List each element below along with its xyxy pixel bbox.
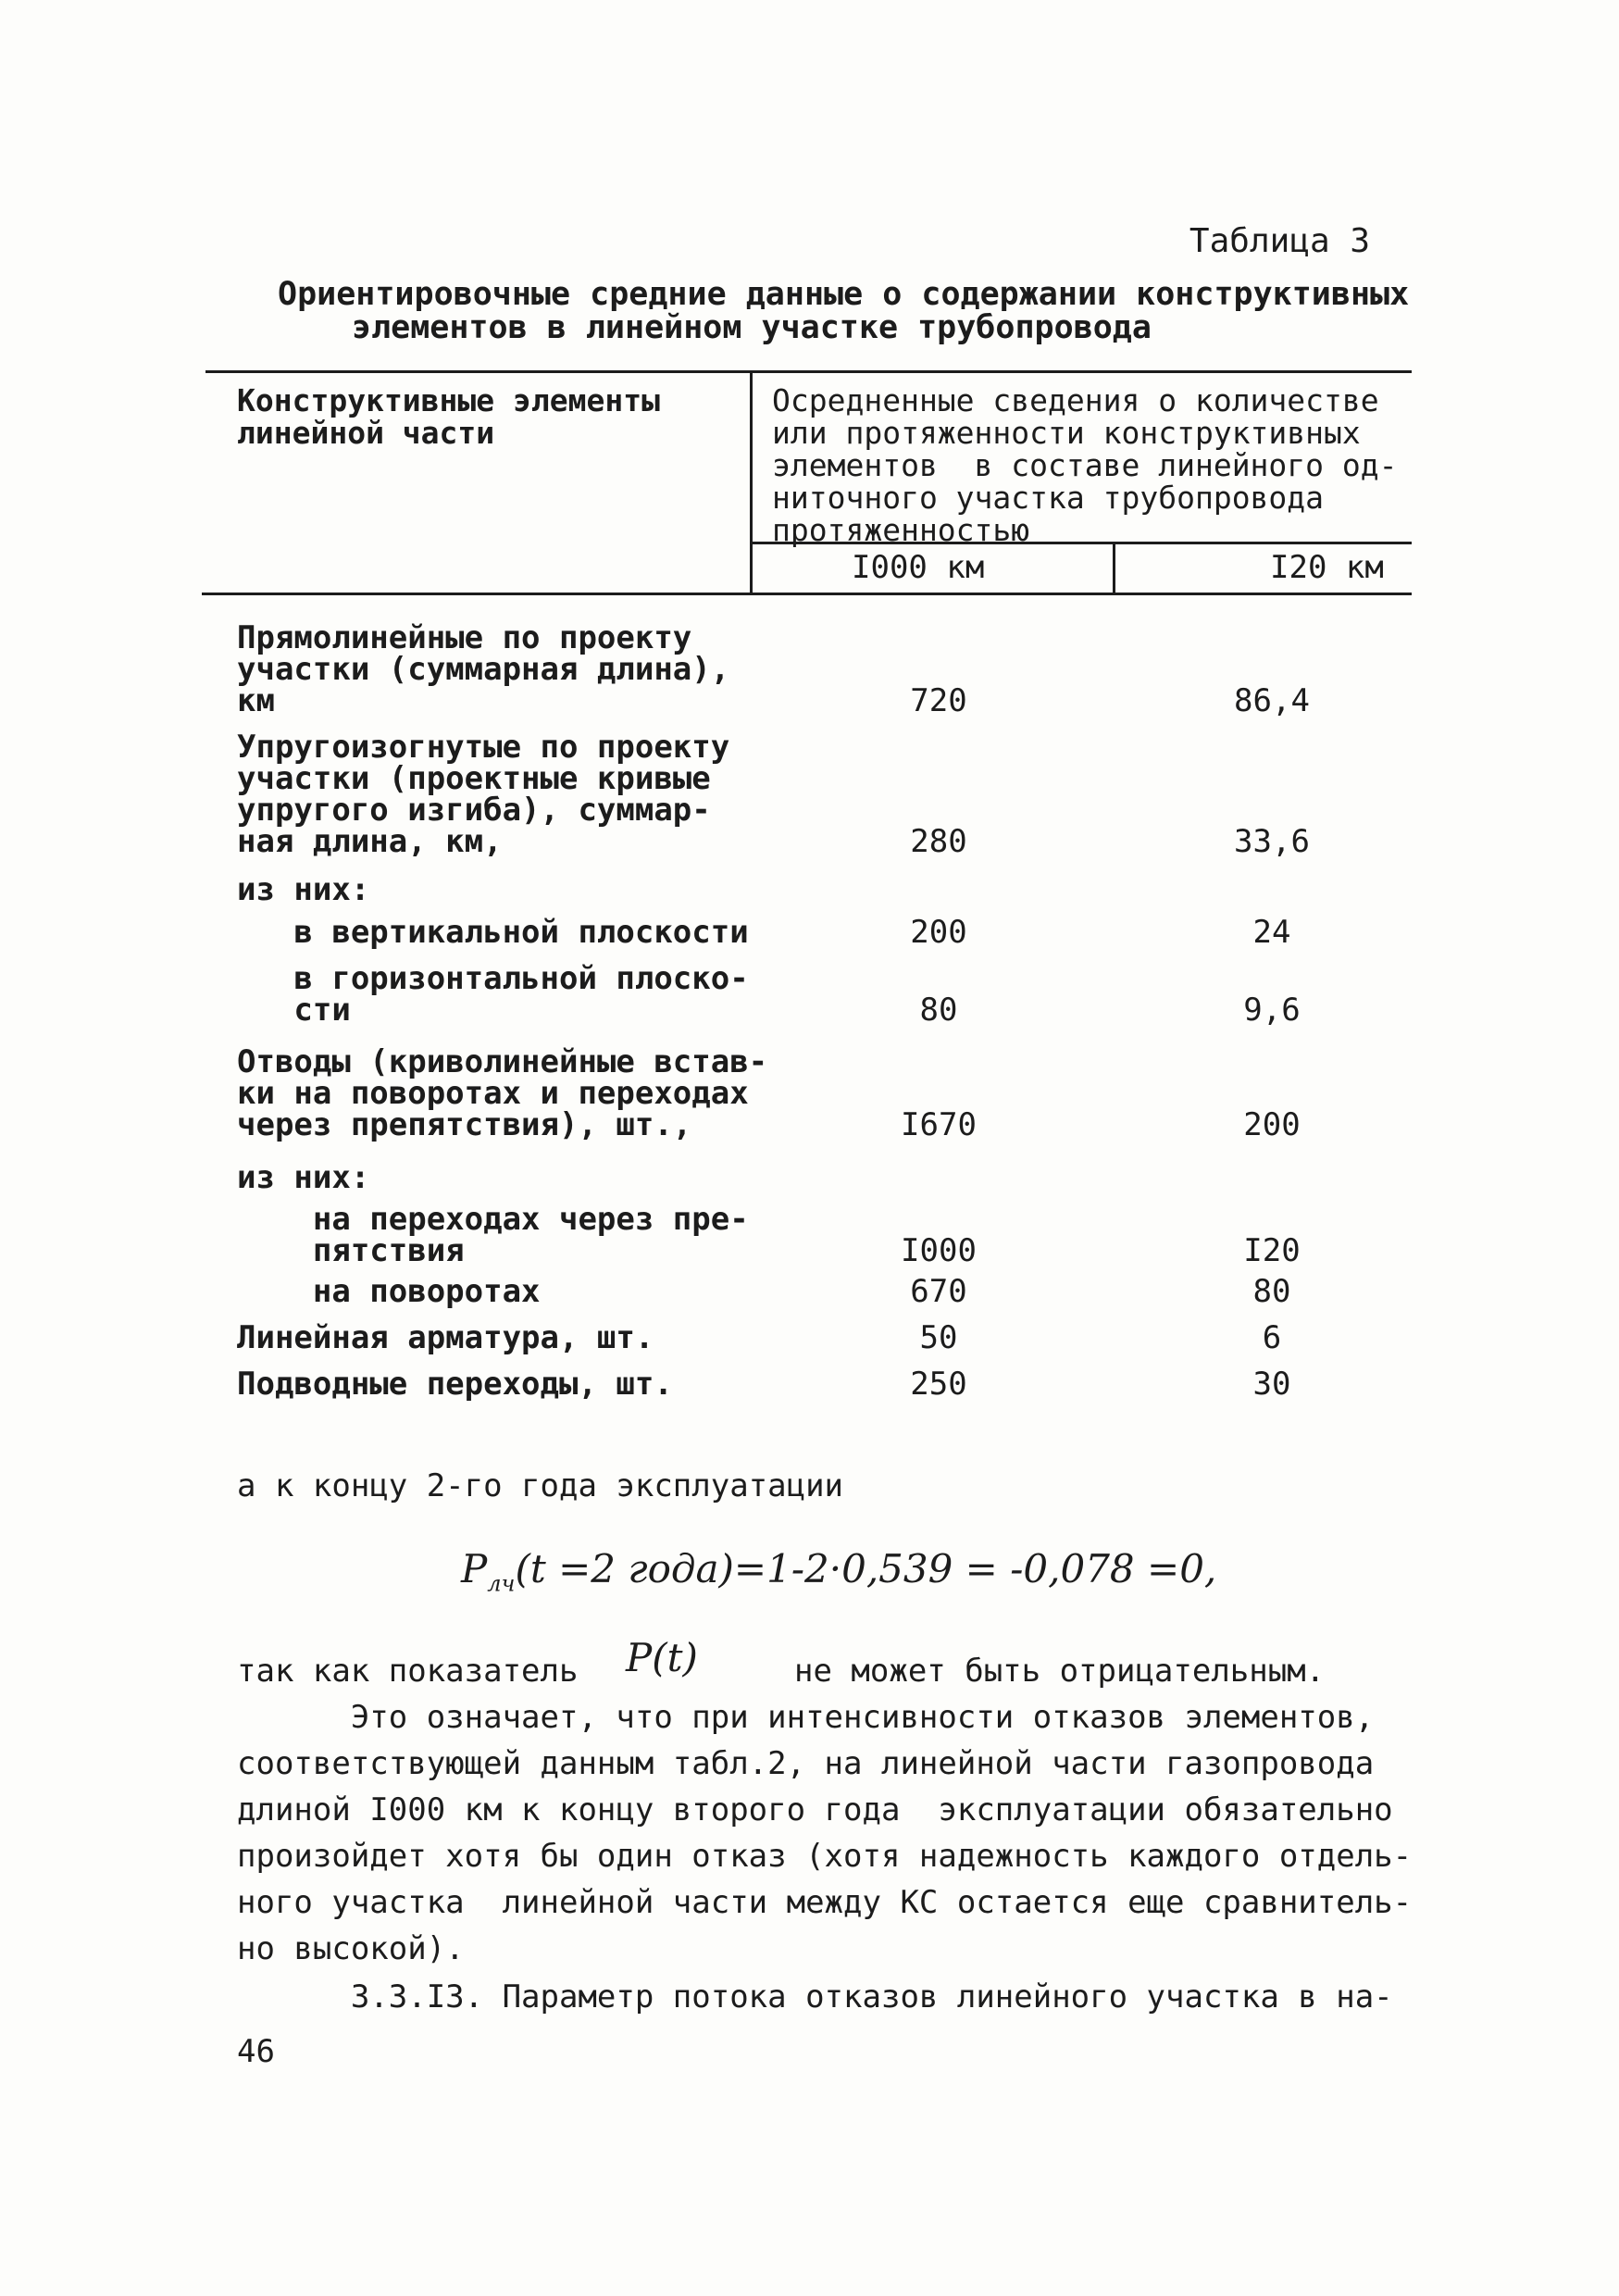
subheader-120km: I20 км — [1270, 549, 1384, 586]
row-label: Линейная арматура, шт. — [237, 1319, 654, 1356]
value-1000km: 720 — [910, 682, 967, 719]
row-label: Упругоизогнутые по проекту участки (проектные кривые упругого изгиба), суммар- ная длина, км, — [237, 729, 730, 860]
value-1000km: 670 — [910, 1273, 967, 1310]
value-120km: 24 — [1252, 914, 1291, 951]
table-caption: Таблица 3 — [1189, 222, 1370, 260]
value-120km: I20 — [1243, 1232, 1301, 1269]
value-1000km: 80 — [919, 992, 958, 1029]
value-1000km: 50 — [919, 1319, 958, 1356]
table-row — [237, 960, 1403, 1029]
value-1000km: 200 — [910, 914, 967, 951]
header-averaged-data: Осредненные сведения о количестве или протяженности конструктивных элементов в составе линейного од- ниточного участка трубопровода протяженностью — [772, 382, 1398, 548]
table-title — [278, 278, 1409, 344]
table-row — [237, 1043, 1403, 1143]
row-label: в вертикальной плоскости — [237, 914, 749, 951]
row-label: Отводы (криволинейные встав- ки на поворотах и переходах через препятствия), шт., — [237, 1043, 768, 1143]
value-1000km: I000 — [901, 1232, 977, 1269]
table-title-line1: Ориентировочные средние данные о содержании конструктивных — [278, 276, 1410, 313]
table-row — [237, 1319, 1403, 1356]
formula-rest: (t =2 года)=1-2·0,539 = -0,078 =0, — [515, 1546, 1217, 1591]
value-120km: 86,4 — [1234, 682, 1310, 719]
subheader-1000km: I000 км — [852, 549, 985, 586]
formula-subscript: лч — [487, 1570, 516, 1597]
row-label: из них: — [237, 1159, 370, 1196]
value-120km: 200 — [1243, 1106, 1301, 1143]
table-title-line2: элементов в линейном участке трубопровода — [352, 309, 1152, 346]
table-row — [237, 1159, 1403, 1196]
row-label: Прямолинейные по проекту участки (суммарная длина), км — [237, 619, 730, 719]
paragraph-3-3-13: 3.3.I3. Параметр потока отказов линейного участка в на- — [237, 1978, 1393, 2015]
row-label: на переходах через пре- пятствия — [312, 1201, 749, 1269]
subheader-divider — [1113, 542, 1115, 594]
table-row — [237, 871, 1403, 908]
paragraph-conclusion: Это означает, что при интенсивности отказов элементов, соответствующей данным табл.2, на линейной части газопровода длиной I000 км к концу второго года эксплуатации обязательно произойдет хотя бы один отказ (хотя надежность каждого отдель- ного участка линейной части между КС остается еще сравнитель- но высокой). — [237, 1699, 1413, 1967]
value-120km: 6 — [1262, 1319, 1282, 1356]
page-number: 46 — [237, 2033, 275, 2070]
table-row — [237, 1201, 1403, 1269]
table-row — [237, 619, 1403, 719]
value-1000km: 250 — [910, 1366, 967, 1403]
text-since-end: не может быть отрицательным. — [794, 1653, 1326, 1690]
formula-pt: P(t) — [626, 1635, 698, 1680]
table-row — [237, 914, 1403, 951]
value-1000km: I670 — [901, 1106, 977, 1143]
row-label: Подводные переходы, шт. — [237, 1366, 673, 1403]
table-row — [237, 1273, 1403, 1310]
value-1000km: 280 — [910, 823, 967, 860]
table-top-rule — [205, 370, 1412, 373]
table-row — [237, 1366, 1403, 1403]
row-label: в горизонтальной плоско- сти — [293, 960, 749, 1029]
header-elements: Конструктивные элементы линейной части — [237, 382, 660, 451]
row-label: на поворотах — [237, 1273, 541, 1310]
text-since-start: так как показатель — [237, 1653, 579, 1690]
formula — [461, 1546, 1216, 1596]
value-120km: 80 — [1252, 1273, 1291, 1310]
value-120km: 33,6 — [1234, 823, 1310, 860]
row-label: из них: — [237, 871, 370, 908]
formula-p: P — [461, 1546, 488, 1591]
value-120km: 9,6 — [1243, 992, 1301, 1029]
value-120km: 30 — [1252, 1366, 1291, 1403]
header-bottom-rule — [202, 593, 1412, 595]
text-since — [237, 1648, 578, 1694]
header-vertical-divider — [750, 370, 753, 594]
text-intro: а к концу 2-го года эксплуатации — [237, 1467, 844, 1504]
table-row — [237, 729, 1403, 860]
